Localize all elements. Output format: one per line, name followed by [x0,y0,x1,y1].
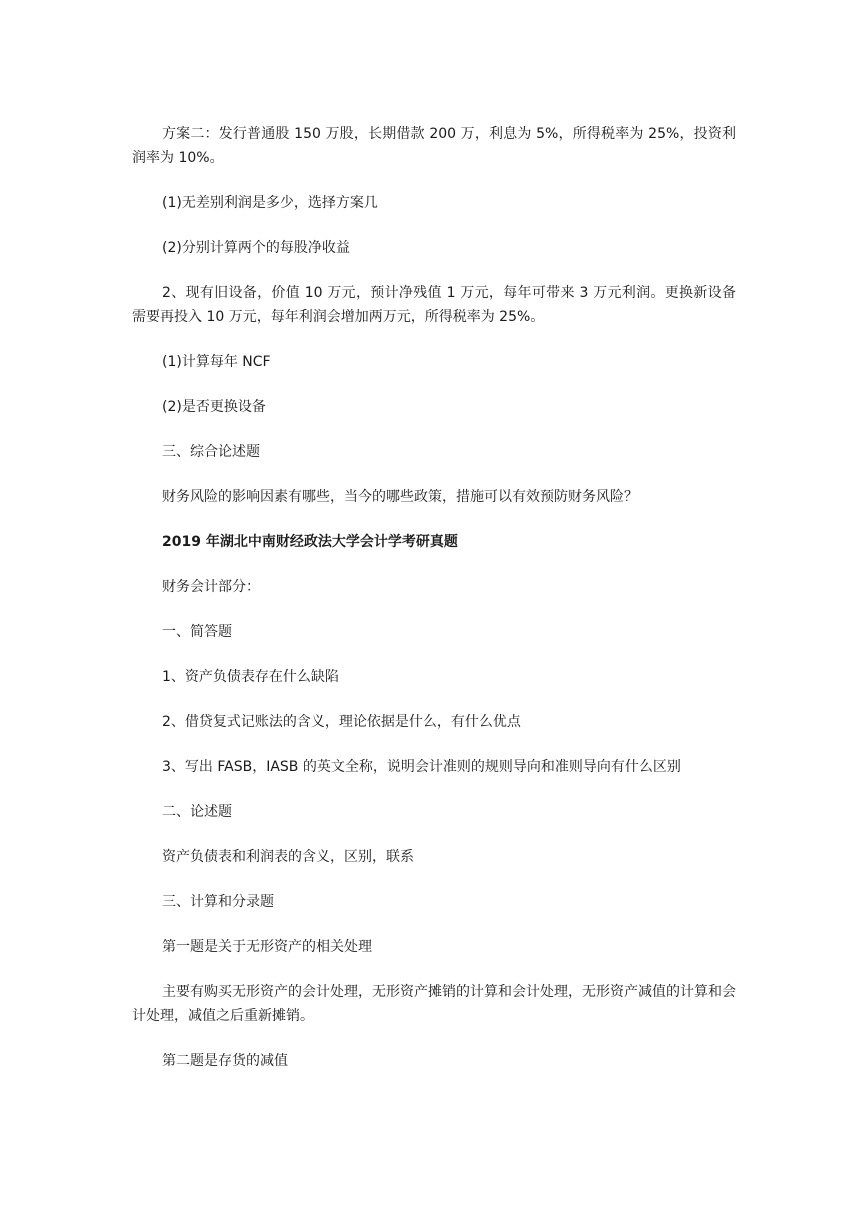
document-body [132,122,736,1094]
paragraph-financial-risk: 财务风险的影响因素有哪些，当今的哪些政策，措施可以有效预防财务风险？ [162,489,638,505]
paragraph-short-answer-3: 3、写出 FASB，IASB 的英文全称，说明会计准则的规则导向和准则导向有什么区别 [162,759,681,775]
section-financial-accounting: 财务会计部分： [162,579,260,595]
paragraph-calc-1-detail: 主要有购买无形资产的会计处理，无形资产摊销的计算和会计处理，无形资产减值的计算和会计处理，减值之后重新摊销。 [132,984,736,1024]
section-heading-comprehensive: 三、综合论述题 [162,444,260,460]
paragraph-calc-2-title: 第二题是存货的减值 [162,1053,288,1069]
section-heading-essay: 二、论述题 [162,804,232,820]
section-heading-short-answer: 一、简答题 [162,624,232,640]
paragraph-equipment-problem: 2、现有旧设备，价值 10 万元，预计净残值 1 万元，每年可带来 3 万元利润。更换新设备需要再投入 10 万元，每年利润会增加两万元，所得税率为 25%。 [132,285,736,325]
paragraph-question-1: (1)无差别利润是多少，选择方案几 [162,195,378,211]
paragraph-question-2: (2)分别计算两个的每股净收益 [162,240,350,256]
paragraph-replace-question: (2)是否更换设备 [162,399,266,415]
paragraph-ncf-question: (1)计算每年 NCF [162,354,271,370]
paragraph-plan-two: 方案二：发行普通股 150 万股，长期借款 200 万，利息为 5%，所得税率为 25%，投资利润率为 10%。 [132,126,736,166]
paragraph-short-answer-2: 2、借贷复式记账法的含义，理论依据是什么，有什么优点 [162,714,521,730]
paragraph-short-answer-1: 1、资产负债表存在什么缺陷 [162,669,339,685]
paragraph-essay: 资产负债表和利润表的含义，区别，联系 [162,849,414,865]
exam-title: 2019 年湖北中南财经政法大学会计学考研真题 [162,534,458,550]
paragraph-calc-1-title: 第一题是关于无形资产的相关处理 [162,939,372,955]
section-heading-calculation: 三、计算和分录题 [162,894,274,910]
